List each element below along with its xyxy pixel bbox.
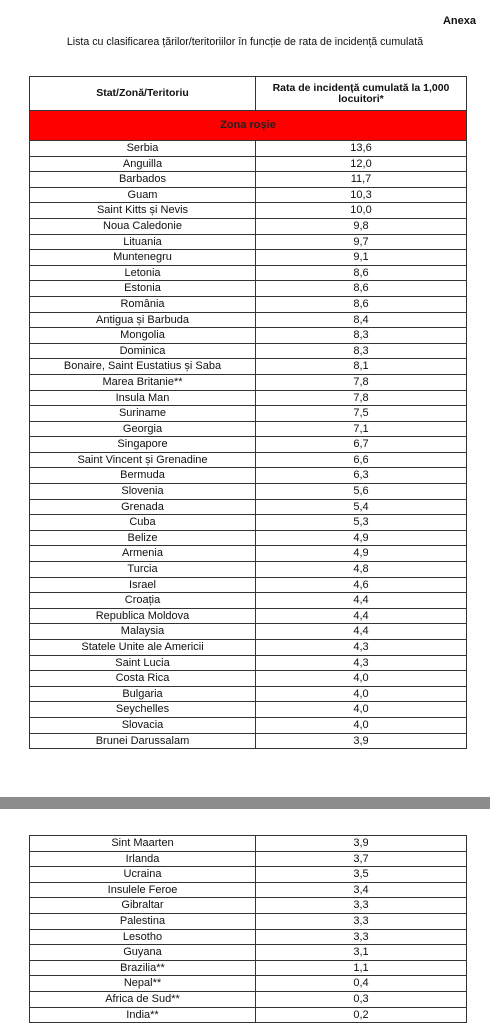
country-cell: Israel <box>30 577 256 593</box>
country-cell: Anguilla <box>30 156 256 172</box>
rate-cell: 4,8 <box>256 562 467 578</box>
country-cell: Seychelles <box>30 702 256 718</box>
country-cell: Saint Kitts și Nevis <box>30 203 256 219</box>
rate-cell: 4,0 <box>256 686 467 702</box>
rate-cell: 0,4 <box>256 976 467 992</box>
rate-cell: 0,2 <box>256 1007 467 1023</box>
table-row <box>30 359 467 375</box>
table-row <box>30 593 467 609</box>
rate-cell: 8,6 <box>256 265 467 281</box>
table-row <box>30 250 467 266</box>
rate-cell: 9,8 <box>256 218 467 234</box>
document-subtitle: Lista cu clasificarea țărilor/teritoriilor în funcție de rata de incidență cumulată <box>66 36 424 48</box>
country-cell: Statele Unite ale Americii <box>30 640 256 656</box>
table-row <box>30 624 467 640</box>
table-row <box>30 929 467 945</box>
country-cell: Slovenia <box>30 484 256 500</box>
table-row <box>30 234 467 250</box>
table-row <box>30 898 467 914</box>
rate-cell: 8,4 <box>256 312 467 328</box>
country-cell: Insula Man <box>30 390 256 406</box>
rate-cell: 4,3 <box>256 640 467 656</box>
country-cell: Georgia <box>30 421 256 437</box>
country-cell: Africa de Sud** <box>30 991 256 1007</box>
rate-cell: 8,3 <box>256 328 467 344</box>
rate-cell: 3,1 <box>256 945 467 961</box>
table-row <box>30 218 467 234</box>
table-row <box>30 546 467 562</box>
country-cell: Brunei Darussalam <box>30 733 256 749</box>
table-row <box>30 515 467 531</box>
table-row <box>30 671 467 687</box>
country-cell: Marea Britanie** <box>30 374 256 390</box>
table-row <box>30 640 467 656</box>
country-cell: Bonaire, Saint Eustatius și Saba <box>30 359 256 375</box>
rate-cell: 9,1 <box>256 250 467 266</box>
country-cell: Gibraltar <box>30 898 256 914</box>
country-cell: Cuba <box>30 515 256 531</box>
rate-cell: 5,3 <box>256 515 467 531</box>
rate-cell: 7,8 <box>256 374 467 390</box>
country-cell: Insulele Feroe <box>30 882 256 898</box>
table-row <box>30 141 467 157</box>
table-row <box>30 452 467 468</box>
table-row <box>30 281 467 297</box>
table-row <box>30 655 467 671</box>
country-cell: Grenada <box>30 499 256 515</box>
rate-cell: 8,6 <box>256 296 467 312</box>
incidence-table-page1 <box>29 76 467 749</box>
country-cell: Brazilia** <box>30 960 256 976</box>
table-row <box>30 406 467 422</box>
table-row <box>30 312 467 328</box>
table-row <box>30 187 467 203</box>
country-cell: România <box>30 296 256 312</box>
rate-cell: 3,9 <box>256 733 467 749</box>
country-cell: Guyana <box>30 945 256 961</box>
table-row <box>30 686 467 702</box>
table-row <box>30 203 467 219</box>
table-row <box>30 702 467 718</box>
rate-cell: 8,1 <box>256 359 467 375</box>
table-row <box>30 960 467 976</box>
country-cell: Nepal** <box>30 976 256 992</box>
country-cell: Singapore <box>30 437 256 453</box>
country-cell: Serbia <box>30 141 256 157</box>
rate-cell: 6,3 <box>256 468 467 484</box>
table-row <box>30 468 467 484</box>
country-cell: Lesotho <box>30 929 256 945</box>
rate-cell: 4,0 <box>256 671 467 687</box>
country-cell: Antigua și Barbuda <box>30 312 256 328</box>
rate-cell: 4,4 <box>256 608 467 624</box>
rate-cell: 1,1 <box>256 960 467 976</box>
table-row <box>30 945 467 961</box>
rate-cell: 3,3 <box>256 913 467 929</box>
rate-cell: 4,4 <box>256 624 467 640</box>
table-row <box>30 717 467 733</box>
rate-cell: 3,5 <box>256 867 467 883</box>
rate-cell: 8,3 <box>256 343 467 359</box>
incidence-table-page2 <box>29 835 467 1023</box>
country-cell: Palestina <box>30 913 256 929</box>
country-cell: Bermuda <box>30 468 256 484</box>
rate-cell: 4,6 <box>256 577 467 593</box>
country-cell: Saint Vincent și Grenadine <box>30 452 256 468</box>
table-row <box>30 733 467 749</box>
rate-cell: 4,3 <box>256 655 467 671</box>
country-cell: Costa Rica <box>30 671 256 687</box>
rate-cell: 0,3 <box>256 991 467 1007</box>
rate-cell: 10,0 <box>256 203 467 219</box>
country-cell: Republica Moldova <box>30 608 256 624</box>
rate-cell: 11,7 <box>256 172 467 188</box>
country-cell: Sint Maarten <box>30 836 256 852</box>
rate-cell: 3,3 <box>256 929 467 945</box>
rate-cell: 4,9 <box>256 530 467 546</box>
rate-cell: 5,6 <box>256 484 467 500</box>
country-cell: Dominica <box>30 343 256 359</box>
country-cell: Croația <box>30 593 256 609</box>
rate-cell: 6,6 <box>256 452 467 468</box>
table-row <box>30 608 467 624</box>
rate-cell: 4,0 <box>256 702 467 718</box>
table-row <box>30 882 467 898</box>
rate-cell: 6,7 <box>256 437 467 453</box>
country-cell: Mongolia <box>30 328 256 344</box>
table-row <box>30 1007 467 1023</box>
rate-cell: 4,0 <box>256 717 467 733</box>
rate-cell: 13,6 <box>256 141 467 157</box>
zone-header-red: Zona roșie <box>30 111 467 141</box>
country-cell: Irlanda <box>30 851 256 867</box>
country-cell: India** <box>30 1007 256 1023</box>
rate-cell: 9,7 <box>256 234 467 250</box>
table-row <box>30 390 467 406</box>
country-cell: Turcia <box>30 562 256 578</box>
country-cell: Slovacia <box>30 717 256 733</box>
table-row <box>30 836 467 852</box>
table-row <box>30 265 467 281</box>
table-row <box>30 421 467 437</box>
country-cell: Malaysia <box>30 624 256 640</box>
table-row <box>30 577 467 593</box>
country-cell: Saint Lucia <box>30 655 256 671</box>
country-cell: Bulgaria <box>30 686 256 702</box>
table-row <box>30 562 467 578</box>
table-row <box>30 156 467 172</box>
country-cell: Muntenegru <box>30 250 256 266</box>
country-cell: Armenia <box>30 546 256 562</box>
table-row <box>30 343 467 359</box>
annex-label: Anexa <box>442 15 476 27</box>
table-row <box>30 913 467 929</box>
rate-cell: 3,7 <box>256 851 467 867</box>
rate-cell: 10,3 <box>256 187 467 203</box>
table-row <box>30 530 467 546</box>
table-row <box>30 867 467 883</box>
rate-cell: 3,4 <box>256 882 467 898</box>
country-cell: Noua Caledonie <box>30 218 256 234</box>
table-row <box>30 499 467 515</box>
table-row <box>30 976 467 992</box>
country-cell: Ucraina <box>30 867 256 883</box>
table-row <box>30 172 467 188</box>
country-cell: Suriname <box>30 406 256 422</box>
table-row <box>30 296 467 312</box>
rate-cell: 7,8 <box>256 390 467 406</box>
rate-cell: 4,4 <box>256 593 467 609</box>
table-row <box>30 851 467 867</box>
column-header-rate: Rata de incidență cumulată la 1,000 locuitori* <box>256 77 467 111</box>
country-cell: Belize <box>30 530 256 546</box>
rate-cell: 3,9 <box>256 836 467 852</box>
country-cell: Lituania <box>30 234 256 250</box>
rate-cell: 5,4 <box>256 499 467 515</box>
rate-cell: 12,0 <box>256 156 467 172</box>
country-cell: Estonia <box>30 281 256 297</box>
column-header-country: Stat/Zonă/Teritoriu <box>30 77 256 111</box>
rate-cell: 3,3 <box>256 898 467 914</box>
country-cell: Letonia <box>30 265 256 281</box>
table-row <box>30 437 467 453</box>
table-row <box>30 328 467 344</box>
table-row <box>30 374 467 390</box>
rate-cell: 8,6 <box>256 281 467 297</box>
country-cell: Guam <box>30 187 256 203</box>
page-break <box>0 797 490 809</box>
rate-cell: 7,5 <box>256 406 467 422</box>
table-row <box>30 484 467 500</box>
rate-cell: 7,1 <box>256 421 467 437</box>
table-row <box>30 991 467 1007</box>
country-cell: Barbados <box>30 172 256 188</box>
rate-cell: 4,9 <box>256 546 467 562</box>
